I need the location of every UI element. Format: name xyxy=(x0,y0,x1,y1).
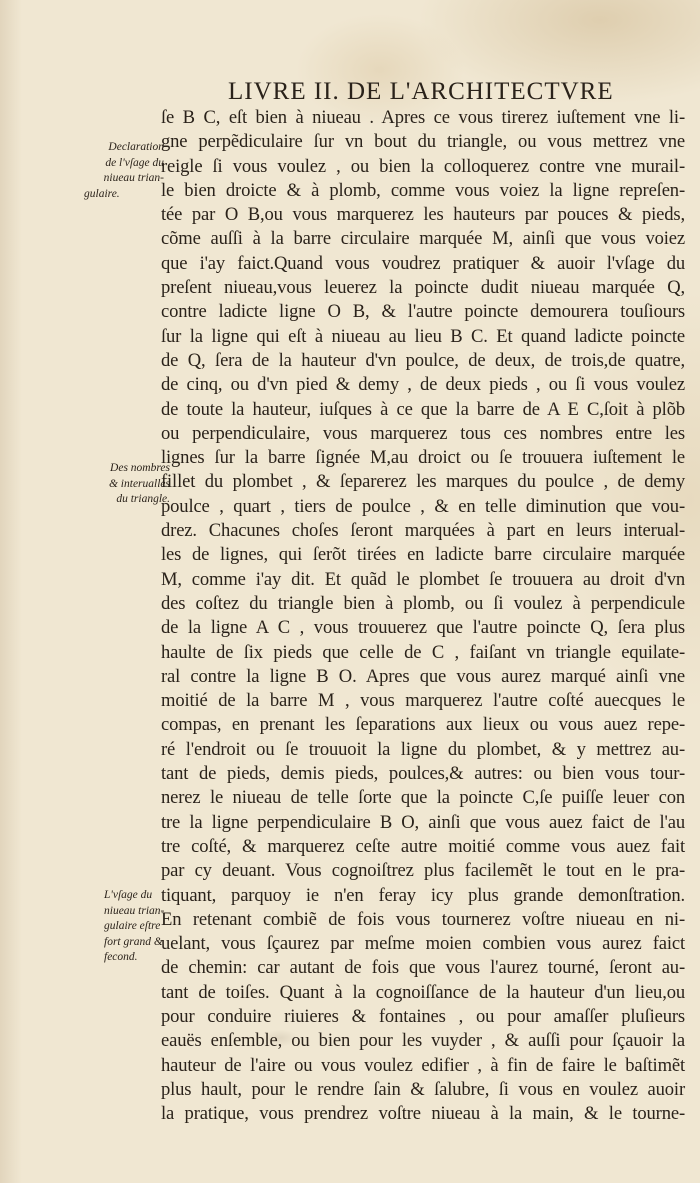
text-line: ou perpendiculaire, vous marquerez tous ces nombres entre les xyxy=(161,422,685,444)
text-line: lignes ſur la barre ſignée M,au droict ou ſe trouuera iuſtement le xyxy=(161,447,685,469)
margin-note-line: fort grand & xyxy=(104,935,163,948)
margin-note-line: du triangle. xyxy=(116,493,170,505)
text-line: cõme auſſi à la barre circulaire marquée M, ainſi que vous voiez xyxy=(161,228,685,250)
text-line: tant de toiſes. Quant à la cognoiſſance de la hauteur d'un lieu,ou xyxy=(161,981,685,1003)
text-line: preſent niueau,vous leuerez la poincte dudit niueau marquée Q, xyxy=(161,277,685,299)
text-line: de chemin: car autant de fois que vous l'aurez tourné, ſeront au- xyxy=(161,957,685,979)
text-line: tre la ligne perpendiculaire B O, ainſi que vous auez faict de l'au xyxy=(161,811,685,833)
margin-note-line: niueau trian- xyxy=(103,172,164,184)
margin-note-nombres xyxy=(90,461,170,508)
margin-note-declaration xyxy=(84,140,164,202)
text-line: ſur la ligne qui eſt à niueau au lieu B C. Et quand ladicte poincte xyxy=(161,325,685,347)
text-line: tant de pieds, demis pieds, poulces,& autres: ou bien vous tour- xyxy=(161,763,685,785)
text-line: de toute la hauteur, iuſques à ce que la barre de A E C,ſoit à plõb xyxy=(161,398,685,420)
text-line: En retenant combiẽ de fois vous tournerez voſtre niueau en ni- xyxy=(161,908,685,930)
text-line: drez. Chacunes choſes ſeront marquées à part en leurs interual- xyxy=(161,520,685,542)
text-line: par cy deuant. Vous cognoiſtrez plus facilemẽt le tout en le pra- xyxy=(161,860,685,882)
text-line: que i'ay faict.Quand vous voudrez pratiquer & auoir l'vſage du xyxy=(161,252,685,274)
margin-note-line: fecond. xyxy=(104,951,138,963)
text-line: gne perpẽdiculaire ſur vn bout du triangle, ou vous mettrez vne xyxy=(161,131,685,153)
text-line: eauës enſemble, ou bien pour les vuyder , & auſſi pour ſçauoir la xyxy=(161,1030,685,1052)
margin-note-line: gulaire eſtre xyxy=(104,920,161,932)
text-line: plus hault, pour le rendre ſain & ſalubre, ſi vous en voulez auoir xyxy=(161,1078,685,1100)
text-line: de cinq, ou d'vn pied & demy , de deux pieds , ou ſi vous voulez xyxy=(161,374,685,396)
text-line: poulce , quart , tiers de poulce , & en telle diminution que vou- xyxy=(161,495,685,517)
text-line: ral contre la ligne B O. Apres que vous aurez marqué ainſi vne xyxy=(161,665,685,687)
text-line: ré l'endroit ou ſe trouuoit la ligne du plombet, & y mettrez au- xyxy=(161,738,685,760)
text-line: de Q, ſera de la hauteur d'vn poulce, de deux, de trois,de quatre, xyxy=(161,349,685,371)
text-line: nerez le niueau de telle ſorte que la poincte C,ſe puiſſe leuer con xyxy=(161,787,685,809)
text-line: compas, en prenant les ſeparations aux lieux ou vous auez repe- xyxy=(161,714,685,736)
text-line: fillet du plombet , & ſeparerez les marques du poulce , de demy xyxy=(161,471,685,493)
margin-note-line: de l'vſage du xyxy=(105,156,164,169)
text-line: ſe B C, eſt bien à niueau . Apres ce vous tirerez iuſtement vne li- xyxy=(161,107,685,128)
text-line: les de lignes, qui ſerõt tirées en ladicte barre circulaire marquée xyxy=(161,544,685,566)
text-line: moitié de la barre M , vous marquerez l'autre coſté auecques le xyxy=(161,690,685,712)
margin-note-line: gulaire. xyxy=(84,187,120,200)
text-line: haulte de ſix pieds que celle de C , faiſant vn triangle equilate- xyxy=(161,641,685,663)
text-line: la pratique, vous prendrez voſtre niueau à la main, & le tourne- xyxy=(161,1103,685,1125)
text-line: tre coſté, & marquerez ceſte autre moitié comme vous auez fait xyxy=(161,835,685,857)
text-line: M, comme i'ay dit. Et quãd le plombet ſe trouuera au droit d'vn xyxy=(161,568,685,590)
text-line: tée par O B,ou vous marquerez les hauteurs par pouces & pieds, xyxy=(161,204,685,226)
library-stamp xyxy=(263,1030,297,1046)
running-head: LIVRE II. DE L'ARCHITECTVRE xyxy=(228,78,614,105)
margin-note-line: niueau trian- xyxy=(104,904,165,917)
margin-note-line: & interualles xyxy=(108,477,170,490)
text-line: contre ladicte ligne O B, & l'autre poincte demourera touſiours xyxy=(161,301,685,323)
text-line: de la ligne A C , vous trouuerez que l'autre poincte Q, ſera plus xyxy=(161,617,685,639)
margin-note-line: Declaration xyxy=(108,141,164,153)
body-text xyxy=(161,106,685,1126)
text-line: hauteur de l'aire ou vous voulez edifier , à fin de faire le baſtimẽt xyxy=(161,1054,685,1076)
text-line: reigle ſi vous voulez , ou bien la colloquerez contre vne murail- xyxy=(161,155,685,177)
text-line: tiquant, parquoy ie n'en feray icy plus grande demonſtration. xyxy=(161,884,685,906)
margin-note-line: L'vſage du xyxy=(104,889,153,901)
text-line: des coſtez du triangle bien à plomb, ou ſi voulez à perpendicule xyxy=(161,592,685,614)
margin-note-line: Des nombres xyxy=(110,462,170,474)
text-line: uelant, vous ſçaurez par meſme moien combien vous aurez faict xyxy=(161,933,685,955)
text-line: pour conduire riuieres & fontaines , ou pour amaſſer pluſieurs xyxy=(161,1005,685,1027)
text-line: le bien droicte & à plomb, comme vous voiez la ligne repreſen- xyxy=(161,179,685,201)
